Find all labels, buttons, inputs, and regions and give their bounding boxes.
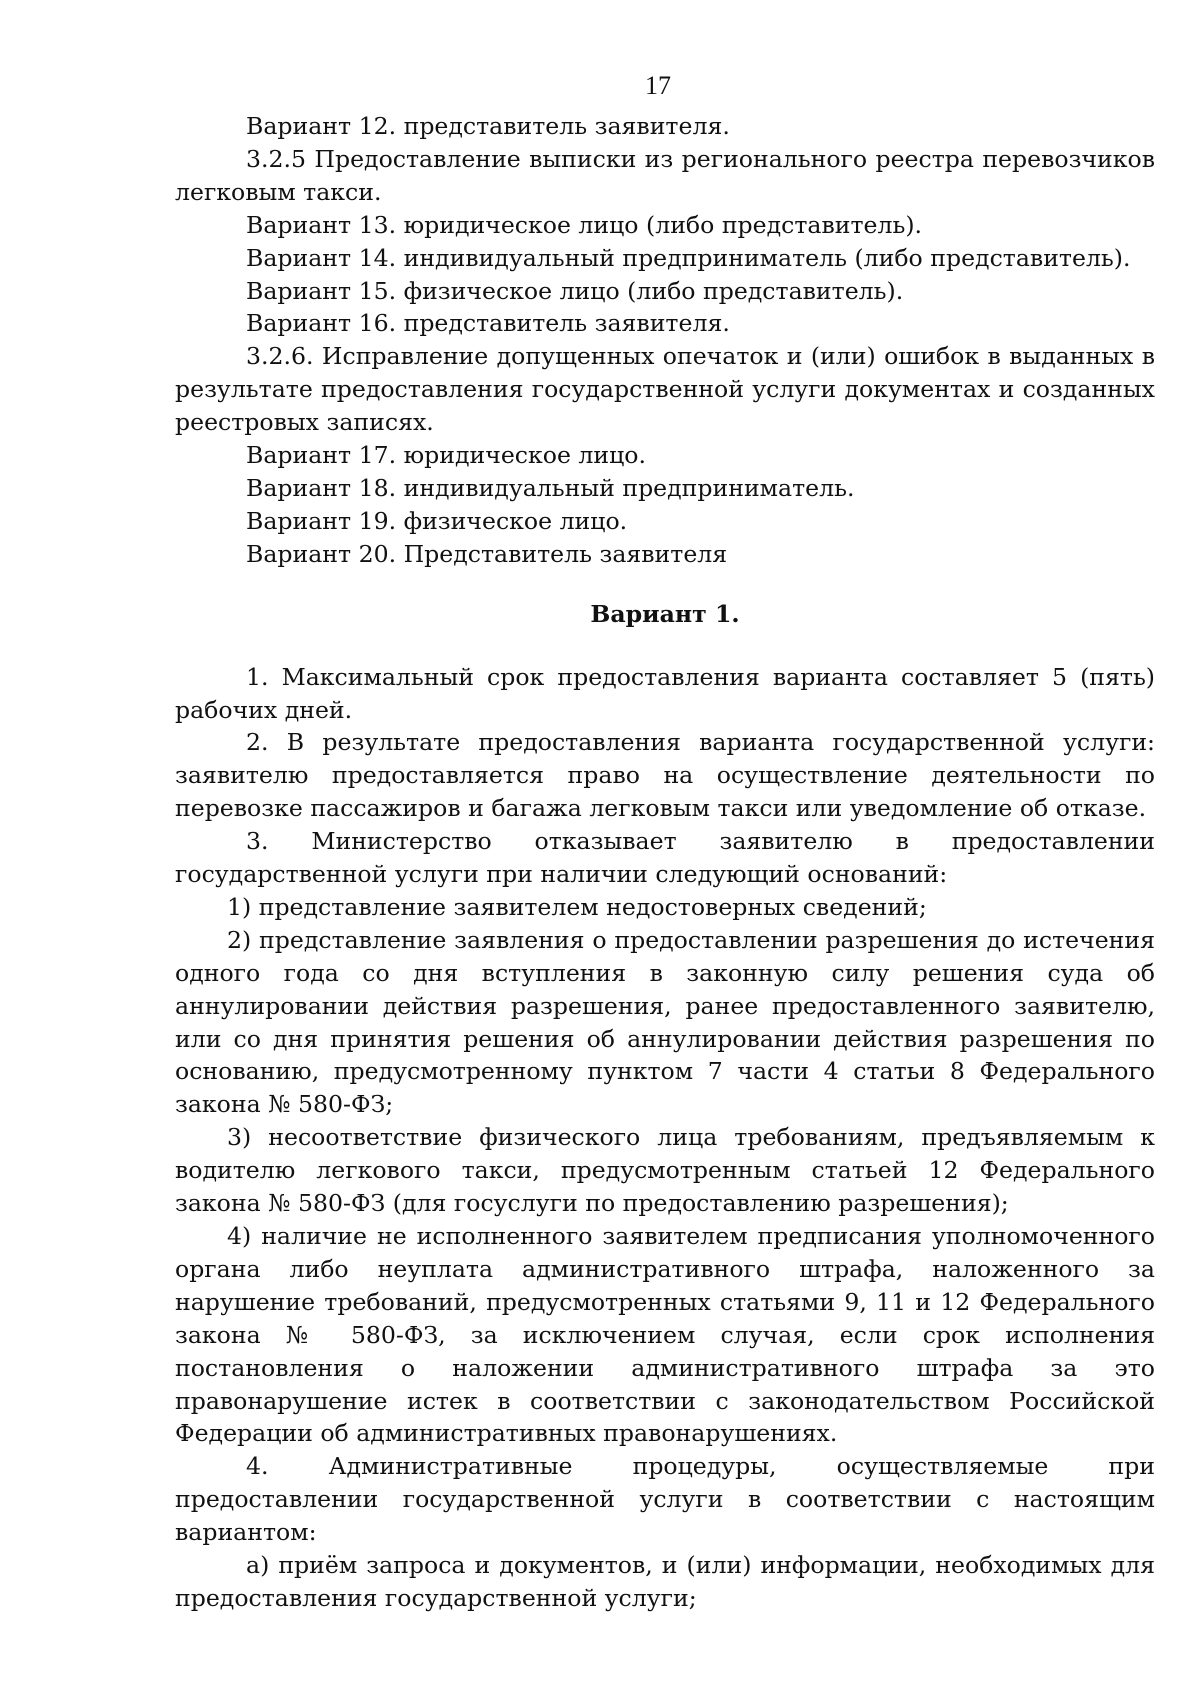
refusal-reason-3: 3) несоответствие физического лица требованиям, предъявляемым к водителю легкового такси, предусмотренным статьей 12 Федерального закона № 580-ФЗ (для госуслуги по предоставлению разрешения); <box>175 1123 1155 1218</box>
refusal-reason-4: 4) наличие не исполненного заявителем предписания уполномоченного органа либо неуплата административного штрафа, наложенного за нарушение требований, предусмотренных статьями 9, 11 и 12 Федерального закона № 580-ФЗ, за исключением случая, если срок исполнения постановления о наложении административного штрафа за это правонарушение истек в соответствии с законодательством Российской Федерации об административных правонарушениях. <box>175 1222 1155 1448</box>
paragraph-4-procedures: 4. Административные процедуры, осуществляемые при предоставлении государственной услуги в соответствии с настоящим вариантом: <box>175 1452 1155 1547</box>
document-body <box>175 110 1155 1615</box>
section-3-2-5: 3.2.5 Предоставление выписки из регионального реестра перевозчиков легковым такси. <box>175 144 1155 206</box>
variant-1-heading: Вариант 1. <box>590 599 740 628</box>
paragraph-2-result: 2. В результате предоставления варианта государственной услуги: заявителю предоставляется право на осуществление деятельности по перевозке пассажиров и багажа легковым такси или уведомление об отказе. <box>175 728 1155 823</box>
variant-14-line: Вариант 14. индивидуальный предприниматель (либо представитель). <box>246 243 1131 272</box>
section-3-2-6: 3.2.6. Исправление допущенных опечаток и (или) ошибок в выданных в результате предоставления государственной услуги документах и созданных реестровых записях. <box>175 342 1155 437</box>
variant-17-line: Вариант 17. юридическое лицо. <box>246 441 646 470</box>
paragraph-3-refusal: 3. Министерство отказывает заявителю в предоставлении государственной услуги при наличии следующий оснований: <box>175 827 1155 889</box>
variant-20-line: Вариант 20. Представитель заявителя <box>246 539 728 568</box>
refusal-reason-2: 2) представление заявления о предоставлении разрешения до истечения одного года со дня вступления в законную силу решения суда об аннулировании действия разрешения, ранее предоставленного заявителю, или со дня принятия решения об аннулировании действия разрешения по основанию, предусмотренному пунктом 7 части 4 статьи 8 Федерального закона № 580-ФЗ; <box>175 925 1155 1119</box>
refusal-reason-1: 1) представление заявителем недостоверных сведений; <box>227 892 927 921</box>
variant-12-line: Вариант 12. представитель заявителя. <box>246 112 730 140</box>
paragraph-1-max-term: 1. Максимальный срок предоставления варианта составляет 5 (пять) рабочих дней. <box>175 662 1155 724</box>
variant-16-line: Вариант 16. представитель заявителя. <box>246 309 730 338</box>
variant-13-line: Вариант 13. юридическое лицо (либо представитель). <box>246 210 923 239</box>
page-number: 17 <box>645 71 671 100</box>
variant-18-line: Вариант 18. индивидуальный предприниматель. <box>246 473 855 502</box>
variant-19-line: Вариант 19. физическое лицо. <box>246 506 628 535</box>
procedure-a: а) приём запроса и документов, и (или) информации, необходимых для предоставления государственной услуги; <box>175 1551 1155 1612</box>
variant-15-line: Вариант 15. физическое лицо (либо представитель). <box>246 276 904 305</box>
